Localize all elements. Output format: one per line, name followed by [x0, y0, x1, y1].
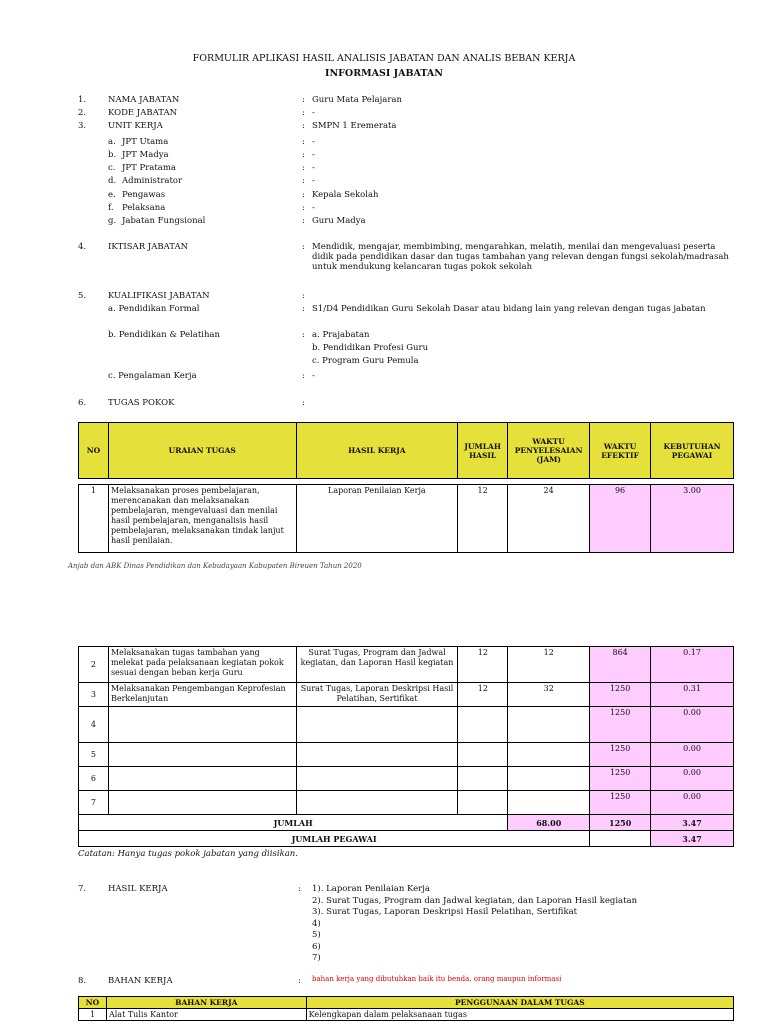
info-row-value: Guru Mata Pelajaran [312, 95, 402, 105]
pelatihan-label: b. Pendidikan & Pelatihan [108, 330, 220, 340]
table-row [79, 1009, 734, 1021]
cell-uraian [108, 767, 296, 791]
cell-waktu [508, 707, 590, 743]
info-row-label: JPT Pratama [122, 163, 176, 173]
catatan: Catatan: Hanya tugas pokok jabatan yang diisikan. [78, 849, 298, 859]
cell-hasil [296, 767, 458, 791]
colon: : [302, 137, 305, 147]
hasil-kerja-item: 6) [312, 941, 321, 952]
info-row-label: Administrator [122, 176, 183, 186]
table-row [79, 647, 734, 683]
form-title: FORMULIR APLIKASI HASIL ANALISIS JABATAN DAN ANALIS BEBAN KERJA [192, 53, 576, 64]
colon: : [302, 108, 305, 118]
info-row-num: 1. [78, 95, 87, 105]
cell-waktu: 24 [508, 485, 590, 553]
hasil-kerja-item: 7) [312, 953, 321, 963]
cell-uraian: Melaksanakan tugas tambahan yang melekat pada pelaksanaan kegiatan pokok sesuai dengan beban kerja Guru [108, 647, 296, 683]
info-row-label: Pelaksana [122, 203, 166, 213]
bahan-header-penggunaan: PENGGUNAAN DALAM TUGAS [306, 997, 733, 1009]
table-header-row [79, 423, 734, 479]
cell-kebutuhan: 0.00 [651, 767, 734, 791]
colon: : [302, 216, 305, 226]
colon: : [302, 304, 305, 314]
cell-efektif: 1250 [590, 683, 651, 707]
bahan-header-no: NO [79, 997, 107, 1009]
info-row-num: c. [108, 163, 116, 173]
hasil-kerja-item: 5) [312, 930, 321, 940]
colon: : [302, 95, 305, 105]
cell-waktu [508, 767, 590, 791]
table-row [79, 791, 734, 815]
cell-waktu [508, 791, 590, 815]
jumlah-row [79, 815, 734, 831]
jumlah-label: JUMLAH [79, 815, 508, 831]
info-row-value: - [312, 150, 315, 160]
cell-efektif: 1250 [590, 743, 651, 767]
info-row-label: Jabatan Fungsional [122, 216, 206, 226]
hasil-kerja-num: 7. [78, 884, 87, 894]
cell-hasil [296, 707, 458, 743]
info-row-value: - [312, 137, 315, 147]
info-row-num: g. [108, 216, 117, 226]
ikhtisar-label: IKTISAR JABATAN [108, 242, 189, 252]
table-row [79, 707, 734, 743]
info-row-label: Pengawas [122, 190, 166, 200]
hasil-kerja-item: 4) [312, 918, 321, 929]
cell-no: 5 [79, 743, 109, 767]
cell-jumlah: 12 [458, 683, 508, 707]
bahan-header-bahan: BAHAN KERJA [106, 997, 306, 1009]
jumlah-pegawai-value: 3.47 [651, 831, 734, 847]
colon: : [302, 150, 305, 160]
info-row-value: - [312, 163, 315, 173]
colon: : [302, 330, 305, 340]
info-row-value: SMPN 1 Eremerata [312, 121, 397, 131]
pelatihan-item: c. Program Guru Pemula [312, 356, 419, 366]
info-row-value: - [312, 108, 315, 118]
header-waktu: WAKTU PENYELESAIAN (JAM) [508, 423, 590, 479]
colon: : [302, 398, 305, 408]
jumlah-pegawai-label: JUMLAH PEGAWAI [79, 831, 590, 847]
cell-hasil: Surat Tugas, Program dan Jadwal kegiatan, dan Laporan Hasil kegiatan [296, 647, 458, 683]
info-row-num: 3. [78, 121, 87, 131]
cell-efektif: 1250 [590, 767, 651, 791]
hasil-kerja-item: 2). Surat Tugas, Program dan Jadwal kegiatan, dan Laporan Hasil kegiatan [312, 895, 638, 906]
pengalaman-label: c. Pengalaman Kerja [108, 371, 197, 381]
cell-no: 7 [79, 791, 109, 815]
table-row [79, 743, 734, 767]
cell-kebutuhan: 3.00 [651, 485, 734, 553]
colon: : [298, 884, 301, 894]
pendidikan-formal-value: S1/D4 Pendidikan Guru Sekolah Dasar atau bidang lain yang relevan dengan tugas jabatan [312, 304, 706, 314]
jumlah-pegawai-row [79, 831, 734, 847]
jumlah-waktu: 68.00 [508, 815, 590, 831]
info-row-label: JPT Utama [122, 137, 169, 147]
cell-efektif: 1250 [590, 791, 651, 815]
kualifikasi-num: 5. [78, 291, 87, 301]
jumlah-kebutuhan: 3.47 [651, 815, 734, 831]
colon: : [298, 976, 301, 986]
header-jumlah: JUMLAH HASIL [458, 423, 508, 479]
form-subtitle: INFORMASI JABATAN [325, 68, 443, 79]
cell-jumlah [458, 743, 508, 767]
cell-efektif: 864 [590, 647, 651, 683]
cell-jumlah [458, 767, 508, 791]
cell-no: 2 [79, 647, 109, 683]
cell-kebutuhan: 0.00 [651, 743, 734, 767]
cell-jumlah [458, 791, 508, 815]
hasil-kerja-item: 3). Surat Tugas, Laporan Deskripsi Hasil Pelatihan, Sertifikat [312, 907, 578, 917]
pelatihan-item: b. Pendidikan Profesi Guru [312, 343, 429, 353]
cell-jumlah [458, 707, 508, 743]
cell-uraian: Melaksanakan Pengembangan Keprofesian Berkelanjutan [108, 683, 296, 707]
tugas-pokok-num: 6. [78, 398, 87, 408]
info-row-label: JPT Madya [122, 150, 169, 160]
cell-kebutuhan: 0.17 [651, 647, 734, 683]
cell-waktu: 32 [508, 683, 590, 707]
cell-waktu: 12 [508, 647, 590, 683]
info-row-num: b. [108, 150, 117, 160]
colon: : [302, 163, 305, 173]
jumlah-efektif: 1250 [590, 815, 651, 831]
cell-efektif: 1250 [590, 707, 651, 743]
cell-efektif: 96 [590, 485, 651, 553]
colon: : [302, 291, 305, 301]
info-row-label: KODE JABATAN [108, 108, 178, 118]
cell-no: 4 [79, 707, 109, 743]
cell-no: 6 [79, 767, 109, 791]
cell-hasil: Surat Tugas, Laporan Deskripsi Hasil Pelatihan, Sertifikat [296, 683, 458, 707]
tugas-table-page1 [78, 422, 734, 553]
cell-kebutuhan: 0.31 [651, 683, 734, 707]
info-row-value: - [312, 176, 315, 186]
cell-hasil [296, 791, 458, 815]
pendidikan-formal-label: a. Pendidikan Formal [108, 304, 200, 314]
cell-kebutuhan: 0.00 [651, 707, 734, 743]
tugas-table-page2 [78, 646, 734, 847]
cell-hasil [296, 743, 458, 767]
ikhtisar-num: 4. [78, 242, 87, 252]
kualifikasi-label: KUALIFIKASI JABATAN [108, 291, 210, 301]
bahan-cell-bahan: Alat Tulis Kantor [106, 1009, 306, 1021]
info-row-num: f. [108, 203, 114, 213]
colon: : [302, 190, 305, 200]
colon: : [302, 371, 305, 381]
cell-kebutuhan: 0.00 [651, 791, 734, 815]
bahan-kerja-num: 8. [78, 976, 87, 986]
table-row [79, 683, 734, 707]
table-row [79, 485, 734, 553]
ikhtisar-value: Mendidik, mengajar, membimbing, mengarahkan, melatih, menilai dan mengevaluasi peserta didik pada pendidikan dasar dan tugas tambahan yang relevan dengan fungsi sekolah/madrasah untuk mendukung kelancaran tugas pokok sekolah [312, 242, 729, 272]
hasil-kerja-label: HASIL KERJA [108, 884, 168, 894]
bahan-cell-penggunaan: Kelengkapan dalam pelaksanaan tugas [306, 1009, 733, 1021]
header-hasil: HASIL KERJA [296, 423, 458, 479]
page-footer: Anjab dan ABK Dinas Pendidikan dan Kebudayaan Kabupaten Bireuen Tahun 2020 [68, 562, 362, 570]
cell-jumlah: 12 [458, 647, 508, 683]
cell-uraian [108, 791, 296, 815]
info-row-num: a. [108, 137, 116, 147]
colon: : [302, 176, 305, 186]
cell-no: 3 [79, 683, 109, 707]
bahan-kerja-label: BAHAN KERJA [108, 976, 173, 986]
info-row-value: Kepala Sekolah [312, 190, 379, 200]
header-kebutuhan: KEBUTUHAN PEGAWAI [651, 423, 734, 479]
bahan-cell-no: 1 [79, 1009, 107, 1021]
info-row-label: NAMA JABATAN [108, 95, 180, 105]
info-row-value: - [312, 203, 315, 213]
info-row-num: d. [108, 176, 117, 186]
info-row-value: Guru Madya [312, 216, 366, 226]
header-no: NO [79, 423, 109, 479]
info-row-label: UNIT KERJA [108, 121, 163, 131]
info-row-num: 2. [78, 108, 87, 118]
pelatihan-item: a. Prajabatan [312, 330, 370, 340]
bahan-kerja-table [78, 996, 734, 1021]
colon: : [302, 203, 305, 213]
colon: : [302, 242, 305, 252]
cell-uraian: Melaksanakan proses pembelajaran, merencanakan dan melaksanakan pembelajaran, mengevaluasi dan menilai hasil pembelajaran, menganalisis hasil pembelajaran, melaksanakan tindak lanjut hasil penilaian. [108, 485, 296, 553]
tugas-pokok-label: TUGAS POKOK [108, 398, 175, 408]
colon: : [302, 121, 305, 131]
cell-waktu [508, 743, 590, 767]
cell-jumlah: 12 [458, 485, 508, 553]
cell-uraian [108, 743, 296, 767]
cell-uraian [108, 707, 296, 743]
info-row-num: e. [108, 190, 116, 200]
bahan-header-row [79, 997, 734, 1009]
cell-no: 1 [79, 485, 109, 553]
header-efektif: WAKTU EFEKTIF [590, 423, 651, 479]
table-row [79, 767, 734, 791]
empty-cell [590, 831, 651, 847]
cell-hasil: Laporan Penilaian Kerja [296, 485, 458, 553]
hasil-kerja-item: 1). Laporan Penilaian Kerja [312, 884, 430, 894]
header-uraian: URAIAN TUGAS [108, 423, 296, 479]
bahan-kerja-note: bahan kerja yang dibutuhkan baik itu benda, orang maupun informasi [312, 975, 562, 983]
pengalaman-value: - [312, 371, 315, 381]
